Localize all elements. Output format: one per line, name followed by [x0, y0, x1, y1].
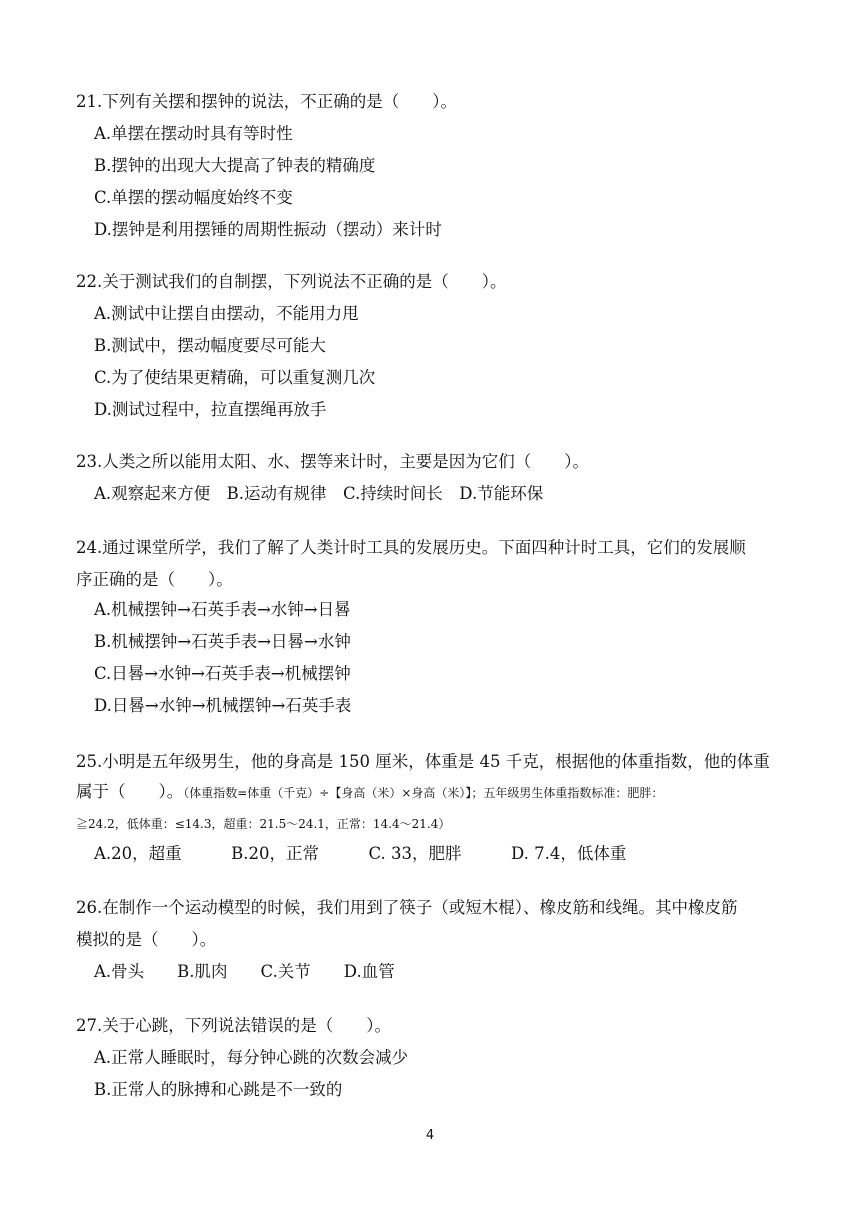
question-stem: 27.关于心跳，下列说法错误的是（ ）。: [76, 1016, 391, 1035]
option: D.日晷→水钟→机械摆钟→石英手表: [94, 696, 352, 715]
option: A.机械摆钟→石英手表→水钟→日晷: [94, 600, 351, 619]
formula-note: ≧24.2，低体重：≤14.3，超重：21.5～24.1，正常：14.4～21.4）: [76, 817, 451, 831]
option: C.日晷→水钟→石英手表→机械摆钟: [94, 664, 351, 683]
option: A.测试中让摆自由摆动，不能用力甩: [94, 304, 359, 323]
question-stem: 25.小明是五年级男生，他的身高是 150 厘米，体重是 45 千克，根据他的体重指数，他的体重: [76, 752, 770, 771]
option: B.机械摆钟→石英手表→日晷→水钟: [94, 632, 351, 651]
formula-note: （体重指数=体重（千克）÷【身高（米）×身高（米）】；五年级男生体重指数标准：肥胖：: [183, 786, 664, 800]
option: A.观察起来方便 B.运动有规律 C.持续时间长 D.节能环保: [94, 484, 544, 503]
stem-text: 属于（ ）。: [76, 782, 184, 801]
question-stem: 23.人类之所以能用太阳、水、摆等来计时，主要是因为它们（ ）。: [76, 452, 589, 471]
option: A.20，超重 B.20，正常 C. 33，肥胖 D. 7.4，低体重: [94, 844, 627, 863]
question-stem: 26.在制作一个运动模型的时候，我们用到了筷子（或短木棍）、橡皮筋和线绳。其中橡皮筋: [76, 898, 738, 917]
option: B.测试中，摆动幅度要尽可能大: [94, 336, 326, 355]
option: C.单摆的摆动幅度始终不变: [94, 188, 293, 207]
option: B.正常人的脉搏和心跳是不一致的: [94, 1080, 343, 1099]
question-stem: 序正确的是（ ）。: [76, 570, 233, 589]
question-stem-continued: [76, 782, 663, 803]
option: D.测试过程中，拉直摆绳再放手: [94, 400, 327, 419]
option: A.骨头 B.肌肉 C.关节 D.血管: [94, 962, 395, 981]
question-stem: 24.通过课堂所学，我们了解了人类计时工具的发展历史。下面四种计时工具，它们的发展顺: [76, 538, 746, 557]
question-stem: 22.关于测试我们的自制摆，下列说法不正确的是（ ）。: [76, 272, 507, 291]
option: C.为了使结果更精确，可以重复测几次: [94, 368, 376, 387]
option: B.摆钟的出现大大提高了钟表的精确度: [94, 156, 376, 175]
option: D.摆钟是利用摆锤的周期性振动（摆动）来计时: [94, 220, 442, 239]
question-stem: 21.下列有关摆和摆钟的说法，不正确的是（ ）。: [76, 92, 457, 111]
option: A.正常人睡眠时，每分钟心跳的次数会减少: [94, 1048, 409, 1067]
page-number: 4: [425, 1128, 435, 1143]
question-stem: 模拟的是（ ）。: [76, 930, 217, 949]
option: A.单摆在摆动时具有等时性: [94, 124, 293, 143]
